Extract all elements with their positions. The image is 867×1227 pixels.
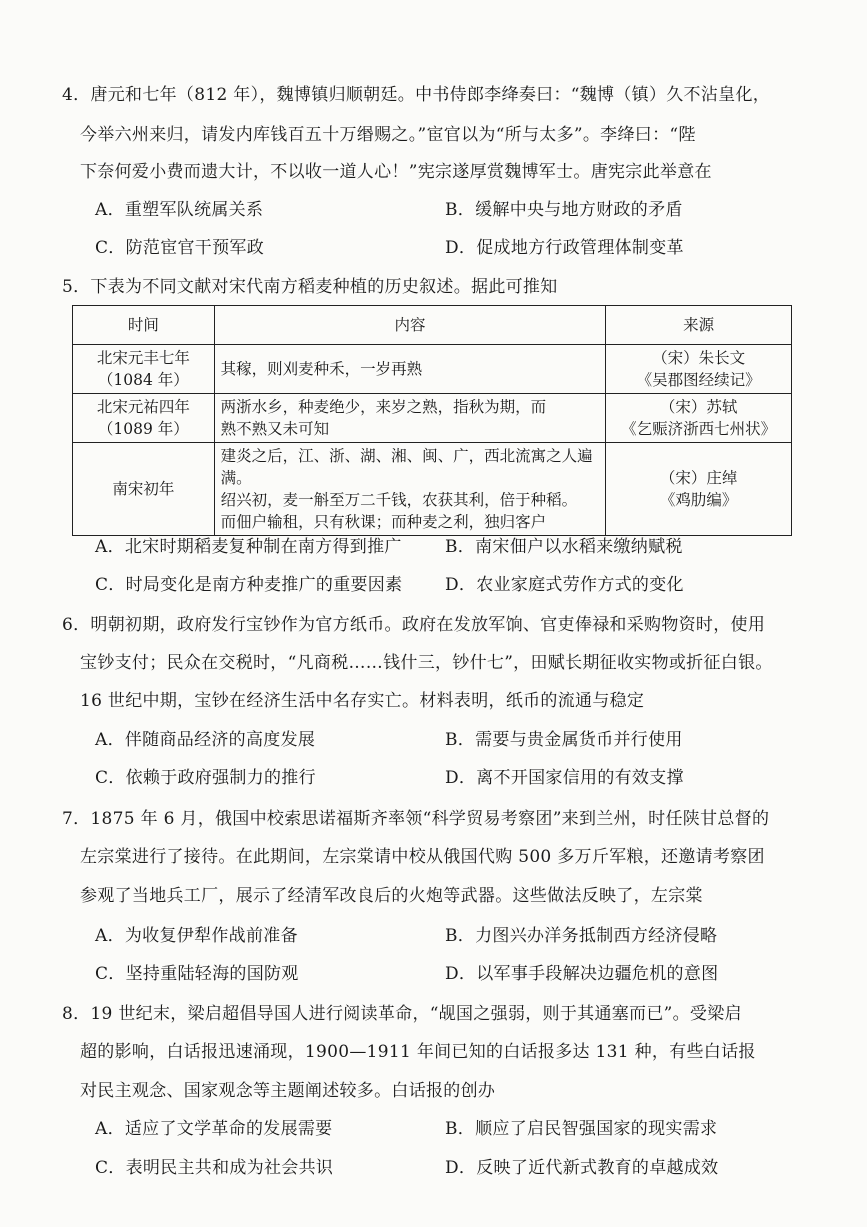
q7-stem-line-1: 7．1875 年 6 月，俄国中校索思诺福斯齐率领“科学贸易考察团”来到兰州，时任陕甘总督的 xyxy=(62,809,770,829)
q8-option-c[interactable]: C．表明民主共和成为社会共识 xyxy=(95,1158,334,1178)
table-row xyxy=(73,345,792,394)
table-cell-time xyxy=(73,394,215,443)
content-line: 绍兴初，麦一斛至万二千钱，农获其利，倍于种稻。 xyxy=(220,491,578,509)
q6-option-d[interactable]: D．离不开国家信用的有效支撑 xyxy=(445,768,684,788)
source-line: （宋）朱长文 xyxy=(652,349,746,367)
q5-option-a[interactable]: A．北宋时期稻麦复种制在南方得到推广 xyxy=(95,537,402,557)
q7-option-c[interactable]: C．坚持重陆轻海的国防观 xyxy=(95,964,299,984)
table-cell-source xyxy=(606,345,792,394)
q8-option-d[interactable]: D．反映了近代新式教育的卓越成效 xyxy=(445,1158,719,1178)
q6-option-a[interactable]: A．伴随商品经济的高度发展 xyxy=(95,730,316,750)
time-line: 南宋初年 xyxy=(112,480,175,498)
q7-option-d[interactable]: D．以军事手段解决边疆危机的意图 xyxy=(445,964,719,984)
source-line: （宋）苏轼 xyxy=(659,398,738,416)
q5-option-d[interactable]: D．农业家庭式劳作方式的变化 xyxy=(445,575,684,595)
time-line: 北宋元祐四年 xyxy=(96,398,190,416)
source-line: 《吴郡图经续记》 xyxy=(636,371,761,389)
q6-option-c[interactable]: C．依赖于政府强制力的推行 xyxy=(95,768,316,788)
q6-stem-line-1: 6．明朝初期，政府发行宝钞作为官方纸币。政府在发放军饷、官吏俸禄和采购物资时，使用 xyxy=(62,615,766,635)
q8-option-b[interactable]: B．顺应了启民智强国家的现实需求 xyxy=(445,1119,718,1139)
q7-stem-line-2: 左宗棠进行了接待。在此期间，左宗棠请中校从俄国代购 500 多万斤军粮，还邀请考察团 xyxy=(80,847,765,867)
q8-option-a[interactable]: A．适应了文学革命的发展需要 xyxy=(95,1119,333,1139)
q4-option-b[interactable]: B．缓解中央与地方财政的矛盾 xyxy=(445,200,683,220)
table-cell-content xyxy=(214,394,606,443)
content-line: 两浙水乡，种麦绝少，来岁之熟，指秋为期，而 xyxy=(220,398,547,416)
q5-history-table xyxy=(72,305,792,536)
table-header-time: 时间 xyxy=(73,306,215,345)
source-line: 《乞赈济浙西七州状》 xyxy=(621,420,777,438)
time-line: 北宋元丰七年 xyxy=(96,349,190,367)
q8-stem-line-2: 超的影响，白话报迅速涌现，1900—1911 年间已知的白话报多达 131 种，有些白话报 xyxy=(80,1042,756,1062)
table-header-content: 内容 xyxy=(214,306,606,345)
content-line: 而佃户输租，只有秋课；而种麦之利，独归客户 xyxy=(220,513,547,531)
q7-option-b[interactable]: B．力图兴办洋务抵制西方经济侵略 xyxy=(445,926,718,946)
source-line: （宋）庄绰 xyxy=(659,469,738,487)
q4-stem-line-1: 4．唐元和七年（812 年），魏博镇归顺朝廷。中书侍郎李绛奏曰：“魏博（镇）久不沾皇化， xyxy=(62,85,771,105)
q4-option-a[interactable]: A．重塑军队统属关系 xyxy=(95,200,264,220)
table-cell-time xyxy=(73,443,215,536)
q8-stem-line-1: 8．19 世纪末，梁启超倡导国人进行阅读革命，“觇国之强弱，则于其通塞而已”。受梁启 xyxy=(62,1004,742,1024)
table-row xyxy=(73,394,792,443)
q7-option-a[interactable]: A．为收复伊犁作战前准备 xyxy=(95,926,298,946)
q4-option-c[interactable]: C．防范宦官干预军政 xyxy=(95,238,265,258)
q5-option-b[interactable]: B．南宋佃户以水稻来缴纳赋税 xyxy=(445,537,683,557)
q6-stem-line-2: 宝钞支付；民众在交税时，“凡商税……钱什三，钞什七”，田赋长期征收实物或折征白银。 xyxy=(80,653,773,673)
q6-option-b[interactable]: B．需要与贵金属货币并行使用 xyxy=(445,730,683,750)
q4-stem-line-2: 今举六州来归，请发内库钱百五十万缗赐之。”宦官以为“所与太多”。李绛曰：“陛 xyxy=(80,125,696,145)
table-cell-content xyxy=(214,443,606,536)
source-line: 《鸡肋编》 xyxy=(659,491,738,509)
q7-stem-line-3: 参观了当地兵工厂，展示了经清军改良后的火炮等武器。这些做法反映了，左宗棠 xyxy=(80,886,703,906)
q5-option-c[interactable]: C．时局变化是南方种麦推广的重要因素 xyxy=(95,575,403,595)
content-line: 建炎之后，江、浙、湖、湘、闽、广，西北流寓之人遍满。 xyxy=(220,447,593,487)
q5-stem: 5．下表为不同文献对宋代南方稻麦种植的历史叙述。据此可推知 xyxy=(62,277,558,297)
table-cell-source xyxy=(606,394,792,443)
time-line: （1089 年） xyxy=(97,420,189,438)
table-row xyxy=(73,443,792,536)
time-line: （1084 年） xyxy=(97,371,189,389)
q6-stem-line-3: 16 世纪中期，宝钞在经济生活中名存实亡。材料表明，纸币的流通与稳定 xyxy=(80,691,645,711)
table-cell-time xyxy=(73,345,215,394)
q8-stem-line-3: 对民主观念、国家观念等主题阐述较多。白话报的创办 xyxy=(80,1081,496,1101)
table-cell-content xyxy=(214,345,606,394)
table-header-source: 来源 xyxy=(606,306,792,345)
q4-stem-line-3: 下奈何爱小费而遗大计，不以收一道人心！”宪宗遂厚赏魏博军士。唐宪宗此举意在 xyxy=(80,162,712,182)
content-line: 熟不熟又未可知 xyxy=(220,420,330,438)
content-line: 其稼，则刈麦种禾，一岁再熟 xyxy=(220,360,423,378)
table-header-row xyxy=(73,306,792,345)
q4-option-d[interactable]: D．促成地方行政管理体制变革 xyxy=(445,238,684,258)
table-cell-source xyxy=(606,443,792,536)
